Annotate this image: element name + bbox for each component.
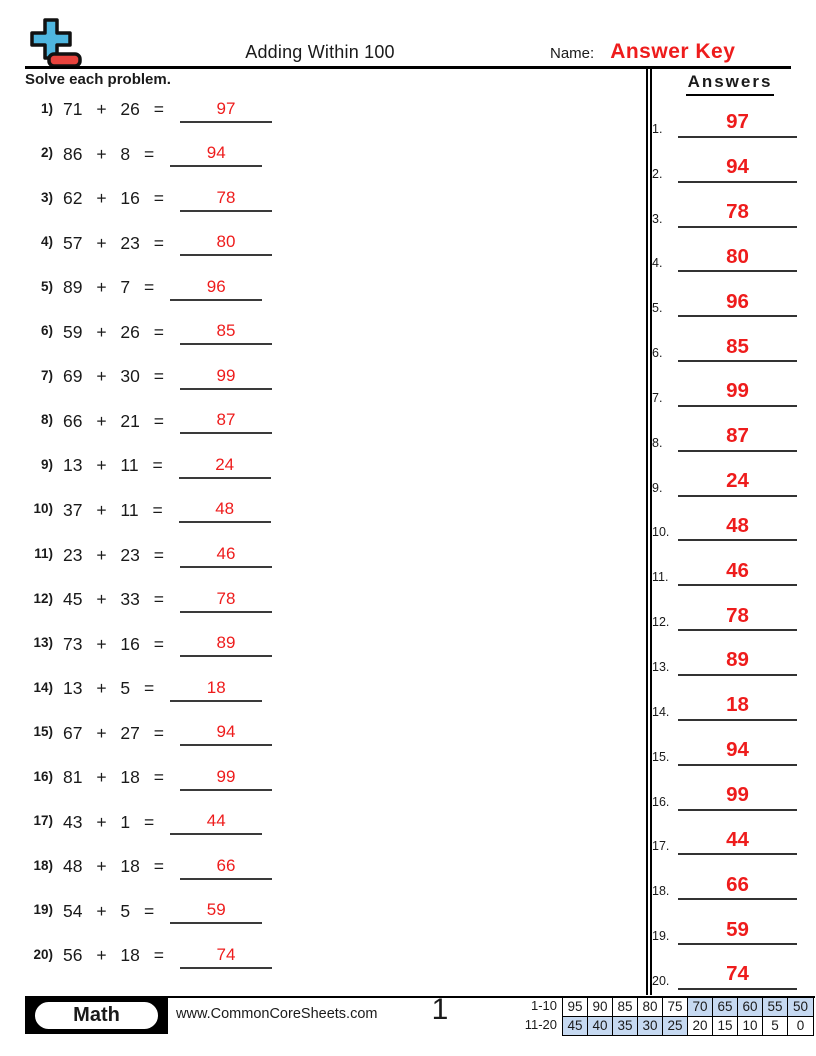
name-label: Name:: [550, 45, 595, 62]
problem-expression: 43 + 1 =: [63, 811, 155, 832]
answer-row: [652, 945, 797, 990]
score-grid: [562, 997, 814, 1036]
problem-row: [25, 657, 615, 702]
problem-answer-blank: 46: [180, 545, 272, 568]
problem-expression: 67 + 27 =: [63, 722, 164, 743]
score-cell: 85: [613, 998, 638, 1017]
problem-answer-blank: 44: [170, 812, 262, 835]
problem-number: 9): [40, 456, 53, 472]
problem-number: 3): [40, 189, 53, 205]
problem-answer-blank: 96: [170, 278, 262, 301]
problem-number: 13): [33, 635, 53, 651]
answer-value-blank: 44: [678, 830, 797, 856]
problem-answer-blank: 78: [180, 590, 272, 613]
answers-list: [652, 93, 797, 990]
problem-number: 7): [40, 367, 53, 383]
problem-row: [25, 345, 615, 390]
answer-value-blank: 78: [678, 606, 797, 632]
score-cell: 25: [663, 1017, 688, 1036]
problem-row: [25, 746, 615, 791]
problem-answer-blank: 18: [170, 679, 262, 702]
problem-expression: 23 + 23 =: [63, 544, 164, 565]
problem-row: [25, 78, 615, 123]
problem-expression: 71 + 26 =: [63, 99, 164, 120]
score-cell: 65: [713, 998, 738, 1017]
problem-expression: 73 + 16 =: [63, 633, 164, 654]
answer-row: [652, 362, 797, 407]
problem-expression: 81 + 18 =: [63, 767, 164, 788]
problem-answer-blank: 94: [170, 144, 262, 167]
answer-value-blank: 78: [678, 202, 797, 228]
problem-expression: 48 + 18 =: [63, 856, 164, 877]
answer-row: [652, 541, 797, 586]
problem-expression: 59 + 26 =: [63, 321, 164, 342]
answer-row: [652, 93, 797, 138]
score-grid-area: [520, 997, 814, 1036]
answer-number: 7.: [652, 390, 663, 405]
answer-row: [652, 452, 797, 497]
problem-row: [25, 523, 615, 568]
problem-expression: 45 + 33 =: [63, 589, 164, 610]
problem-expression: 89 + 7 =: [63, 277, 155, 298]
header-rule: [25, 66, 791, 69]
problem-expression: 66 + 21 =: [63, 410, 164, 431]
page-number: 1: [431, 993, 449, 1026]
score-cell: 10: [738, 1017, 763, 1036]
answer-number: 20.: [652, 973, 670, 988]
problem-number: 4): [40, 234, 53, 250]
problem-expression: 86 + 8 =: [63, 143, 155, 164]
problem-number: 17): [33, 813, 53, 829]
score-cell: 60: [738, 998, 763, 1017]
problem-expression: 13 + 11 =: [63, 455, 163, 476]
answer-number: 9.: [652, 480, 663, 495]
problem-expression: 54 + 5 =: [63, 900, 155, 921]
problem-expression: 56 + 18 =: [63, 945, 164, 966]
answer-row: [652, 497, 797, 542]
problem-expression: 69 + 30 =: [63, 366, 164, 387]
problem-number: 10): [33, 501, 53, 517]
problem-number: 18): [33, 857, 53, 873]
answer-value-blank: 24: [678, 471, 797, 497]
score-cell: 80: [638, 998, 663, 1017]
problem-row: [25, 212, 615, 257]
problem-number: 5): [40, 278, 53, 294]
problem-answer-blank: 99: [180, 768, 272, 791]
problem-row: [25, 479, 615, 524]
problem-expression: 62 + 16 =: [63, 188, 164, 209]
problem-answer-blank: 74: [180, 946, 272, 969]
answer-number: 4.: [652, 256, 663, 271]
answer-value-blank: 74: [678, 964, 797, 990]
answer-number: 2.: [652, 166, 663, 181]
answer-row: [652, 631, 797, 676]
answer-number: 6.: [652, 346, 663, 361]
answer-row: [652, 586, 797, 631]
answer-number: 16.: [652, 794, 670, 809]
score-cell: 15: [713, 1017, 738, 1036]
problem-row: [25, 568, 615, 613]
problem-number: 14): [33, 679, 53, 695]
answer-number: 5.: [652, 301, 663, 316]
score-cell: 75: [663, 998, 688, 1017]
problem-number: 19): [33, 902, 53, 918]
problem-row: [25, 924, 615, 969]
problem-row: [25, 613, 615, 658]
answer-number: 1.: [652, 121, 663, 136]
problem-expression: 57 + 23 =: [63, 232, 164, 253]
answer-value-blank: 94: [678, 740, 797, 766]
answer-value-blank: 87: [678, 426, 797, 452]
problem-answer-blank: 87: [180, 411, 272, 434]
problem-answer-blank: 48: [179, 500, 271, 523]
problem-answer-blank: 66: [180, 857, 272, 880]
problem-number: 15): [33, 724, 53, 740]
problem-number: 12): [33, 590, 53, 606]
subject-label: Math: [33, 1000, 160, 1031]
score-cell: 35: [613, 1017, 638, 1036]
answer-row: [652, 317, 797, 362]
answer-row: [652, 272, 797, 317]
problem-answer-blank: 89: [180, 634, 272, 657]
answer-number: 18.: [652, 884, 670, 899]
score-grid-labels: [520, 997, 562, 1036]
answer-value-blank: 59: [678, 920, 797, 946]
answer-number: 13.: [652, 659, 670, 674]
problem-answer-blank: 80: [180, 233, 272, 256]
problem-row: [25, 256, 615, 301]
answer-value-blank: 66: [678, 875, 797, 901]
answer-number: 14.: [652, 704, 670, 719]
problem-row: [25, 390, 615, 435]
problem-number: 16): [33, 768, 53, 784]
score-cell: 70: [688, 998, 713, 1017]
answer-value-blank: 94: [678, 157, 797, 183]
problems-list: [25, 78, 615, 969]
score-cell: 20: [688, 1017, 713, 1036]
answer-number: 10.: [652, 525, 670, 540]
answer-number: 12.: [652, 615, 670, 630]
answer-value-blank: 99: [678, 381, 797, 407]
problem-expression: 13 + 5 =: [63, 678, 155, 699]
name-area: [550, 40, 735, 64]
problem-answer-blank: 78: [180, 189, 272, 212]
score-range-label: 11-20: [524, 1016, 557, 1032]
answer-value-blank: 80: [678, 247, 797, 273]
answer-row: [652, 407, 797, 452]
score-cell: 95: [563, 998, 588, 1017]
answers-title: Answers: [686, 72, 775, 96]
problem-row: [25, 880, 615, 925]
problem-answer-blank: 99: [180, 367, 272, 390]
answer-value-blank: 99: [678, 785, 797, 811]
answer-row: [652, 183, 797, 228]
problem-row: [25, 167, 615, 212]
answer-value-blank: 18: [678, 695, 797, 721]
problem-expression: 37 + 11 =: [63, 499, 163, 520]
answer-key-label: Answer Key: [610, 40, 736, 63]
answer-number: 15.: [652, 749, 670, 764]
score-cell: 90: [588, 998, 613, 1017]
problem-row: [25, 702, 615, 747]
score-cell: 0: [788, 1017, 813, 1036]
page-title: Adding Within 100: [245, 42, 395, 62]
problem-answer-blank: 94: [180, 723, 272, 746]
score-cell: 5: [763, 1017, 788, 1036]
score-cell: 30: [638, 1017, 663, 1036]
answer-row: [652, 676, 797, 721]
problem-number: 11): [34, 546, 53, 562]
answer-value-blank: 48: [678, 516, 797, 542]
problem-answer-blank: 24: [179, 456, 271, 479]
problem-number: 1): [40, 100, 53, 116]
problem-row: [25, 434, 615, 479]
answer-row: [652, 721, 797, 766]
problem-number: 6): [40, 323, 53, 339]
answer-value-blank: 89: [678, 650, 797, 676]
score-cell: 55: [763, 998, 788, 1017]
answer-number: 11.: [652, 570, 669, 585]
answer-value-blank: 85: [678, 337, 797, 363]
answer-row: [652, 900, 797, 945]
answer-number: 19.: [652, 929, 670, 944]
answer-row: [652, 855, 797, 900]
website-text: www.CommonCoreSheets.com: [176, 1006, 378, 1022]
problem-number: 8): [40, 412, 53, 428]
answer-number: 17.: [652, 839, 670, 854]
score-cell: 40: [588, 1017, 613, 1036]
answer-number: 8.: [652, 435, 663, 450]
answer-value-blank: 97: [678, 112, 797, 138]
problem-answer-blank: 97: [180, 100, 272, 123]
problem-row: [25, 301, 615, 346]
problem-number: 20): [33, 946, 53, 962]
instruction-text: Solve each problem.: [25, 71, 171, 88]
answer-value-blank: 46: [678, 561, 797, 587]
problem-row: [25, 123, 615, 168]
score-cell: 50: [788, 998, 813, 1017]
answer-row: [652, 228, 797, 273]
problem-answer-blank: 59: [170, 901, 262, 924]
problem-number: 2): [40, 145, 53, 161]
problem-row: [25, 791, 615, 836]
score-range-label: 1-10: [530, 998, 557, 1013]
subject-badge: [25, 996, 168, 1034]
problem-answer-blank: 85: [180, 322, 272, 345]
answer-row: [652, 811, 797, 856]
answer-row: [652, 766, 797, 811]
answer-number: 3.: [652, 211, 663, 226]
answer-row: [652, 138, 797, 183]
problem-row: [25, 835, 615, 880]
answer-value-blank: 96: [678, 292, 797, 318]
score-cell: 45: [563, 1017, 588, 1036]
